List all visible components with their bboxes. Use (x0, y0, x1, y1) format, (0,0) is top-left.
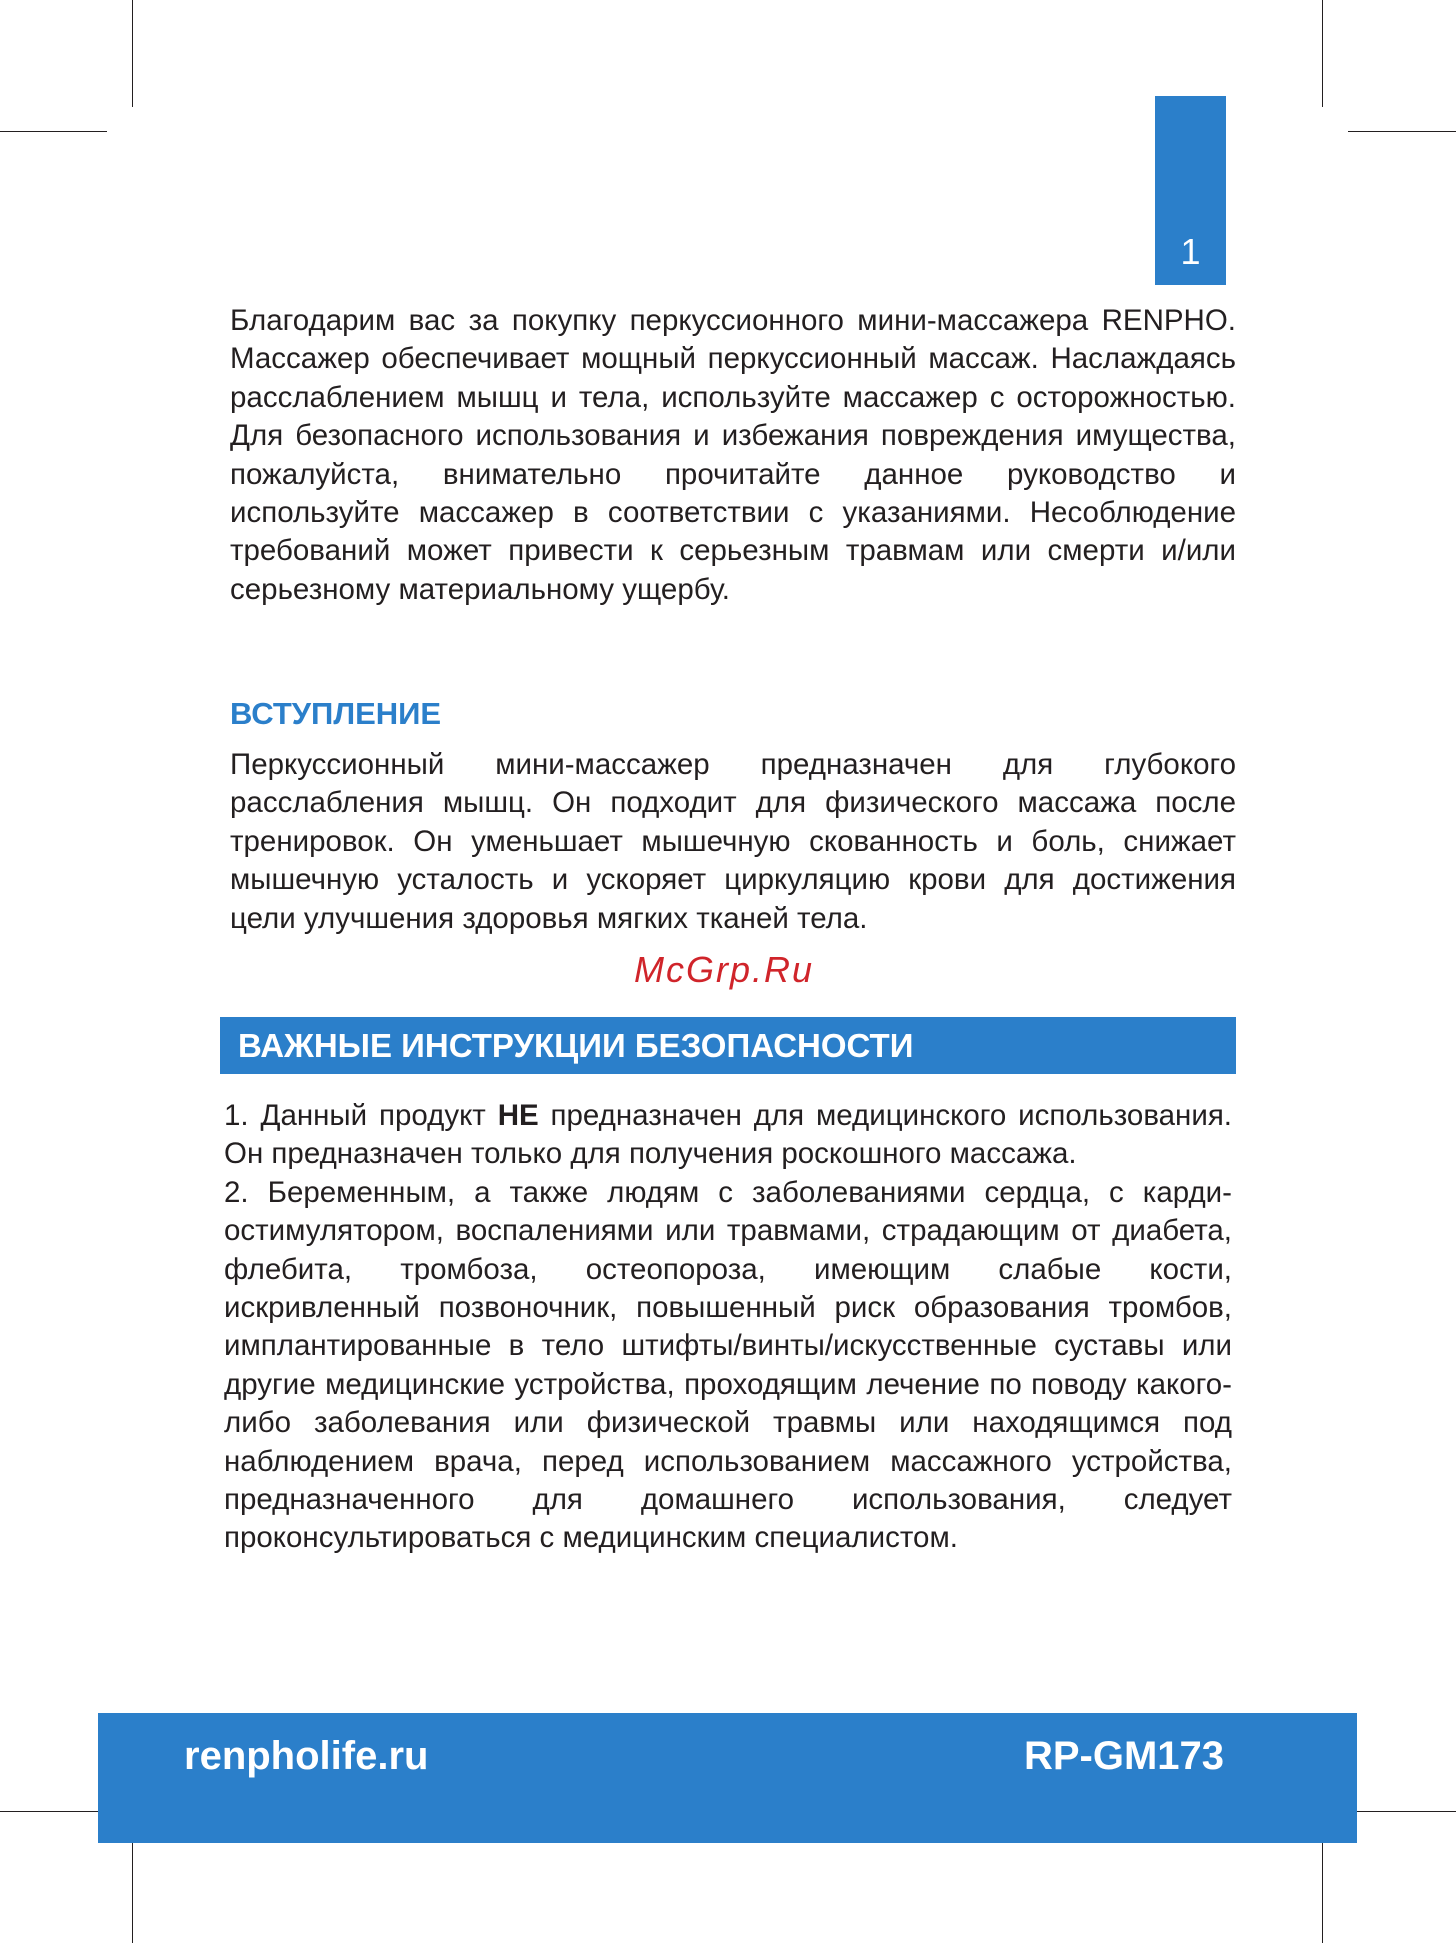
footer-website: renpholife.ru (184, 1734, 429, 1778)
safety-list (224, 1097, 1232, 1558)
crop-mark (1348, 1811, 1456, 1812)
safety-heading: ВАЖНЫЕ ИНСТРУКЦИИ БЕЗОПАСНОСТИ (238, 1027, 914, 1064)
intro-paragraph: Благодарим вас за покупку перкуссионного мини-массажера RENPHO. Массажер обеспечивает мощный перкуссионный массаж. Наслаждаясь расслаблением мышц и тела, используйте массажер с осторожностью. Для безопасного использования и избежания повреждения имущества, пожалуйста, внимательно прочитайте данное руководство и используйте массажер в соответствии с указаниями. Несоблюдение требований может привести к серьезным травмам или смерти и/или серьезному материальному ущербу. (230, 304, 1236, 606)
footer-bar (98, 1713, 1357, 1843)
crop-mark (1322, 1837, 1323, 1943)
crop-mark (132, 0, 133, 107)
crop-mark (132, 1837, 133, 1943)
introduction-heading: ВСТУПЛЕНИЕ (230, 696, 442, 731)
crop-mark (1348, 131, 1456, 132)
safety-heading-bar (220, 1017, 1236, 1074)
crop-mark (1322, 0, 1323, 107)
safety-item-1: 1. Данный продукт НЕ предназначен для медицинского использования. Он предназначен только для получения роскошного массажа. (224, 1099, 1233, 1171)
crop-mark (0, 131, 107, 132)
introduction-paragraph: Перкуссионный мини-массажер предназначен для глубокого расслабления мышц. Он подходит для физического массажа после тренировок. Он уменьшает мышечную скованность и боль, снижает мышечную усталость и ускоряет циркуляцию крови для достижения цели улучшения здоровья мягких тканей тела. (230, 748, 1236, 935)
emphasis-not: НЕ (497, 1099, 539, 1132)
page-number: 1 (1180, 231, 1201, 272)
crop-mark (0, 1811, 107, 1812)
safety-item-2: 2. Беременным, а также людям с заболеваниями сердца, с кардиостимулятором, воспалениями или травмами, страдающим от диабета, флебита, тромбоза, остеопороза, имеющим слабые кости, искривленный позвоночник, повышенный риск образования тромбов, имплантированные в тело штифты/винты/искусственные суставы или другие медицинские устройства, проходящим лечение по поводу какого-либо заболевания или физической травмы или находящимся под наблюдением врача, перед использованием массажного устройства, предназначенного для домашнего использования, следует проконсультироваться с медицинским специалистом. (224, 1175, 1232, 1555)
watermark: McGrp.Ru (634, 949, 815, 990)
footer-model-number: RP-GM173 (1023, 1734, 1224, 1778)
